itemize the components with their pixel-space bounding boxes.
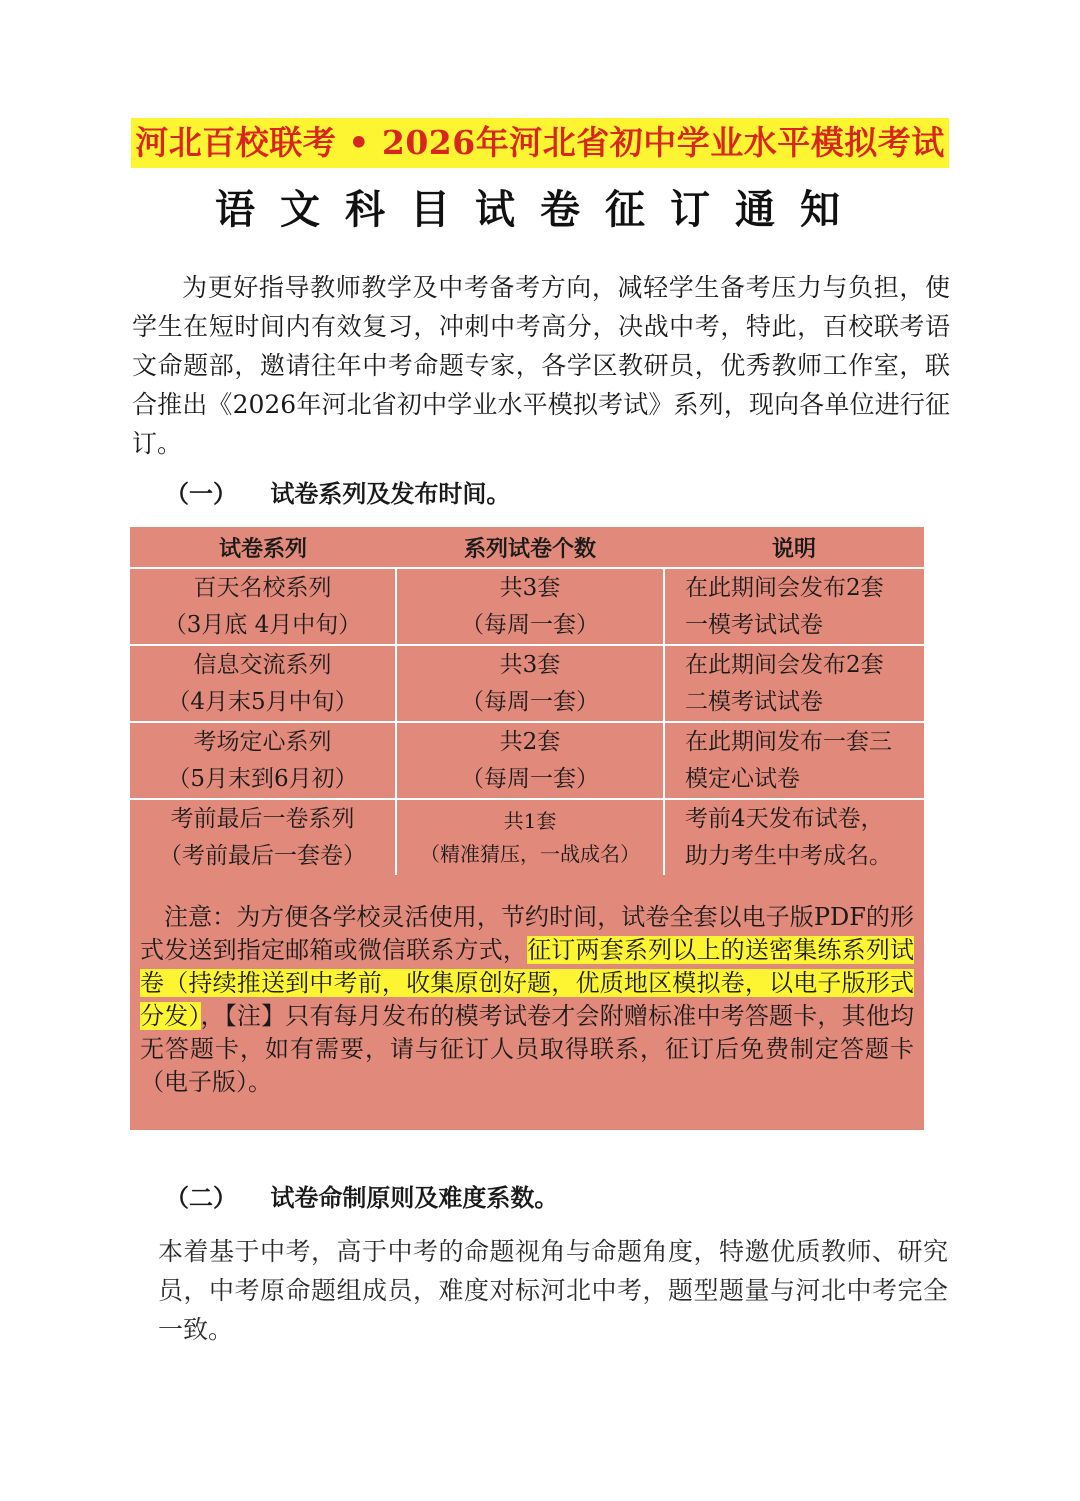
series-name: 考场定心系列 [193,728,332,755]
series-time: （3月底 4月中旬） [163,611,362,638]
intro-paragraph: 为更好指导教师教学及中考备考方向，减轻学生备考压力与负担，使学生在短时间内有效复习，冲刺中考高分，决战中考，特此，百校联考语文命题部，邀请往年中考命题专家，各学区教研员，优秀教师工作室，联合推出《2026年河北省初中学业水平模拟考试》系列，现向各单位进行征订。 [132,273,950,458]
table-row [130,799,924,875]
notice-part-1: 注意：为方便各学校灵活使用，节约时间，试卷全套以电子版PDF的形式发送到指定邮箱或微信联系方式， [140,903,914,964]
series-cell [130,568,396,645]
notice-paragraph [140,901,914,1099]
table-row [130,722,924,799]
section-2-title: 试卷命制原则及难度系数。 [270,1183,559,1212]
series-name: 信息交流系列 [193,651,332,678]
paper-count: 共1套 [503,808,557,833]
paper-frequency: （每周一套） [461,765,599,792]
paper-frequency: （每周一套） [461,688,599,715]
paper-frequency: （每周一套） [461,611,599,638]
note-cell [664,645,924,722]
section-1-number: （一） [165,479,237,508]
series-cell [130,722,396,799]
count-cell [396,568,664,645]
series-time: （4月末5月中旬） [167,688,358,715]
note-line-1: 在此期间会发布2套 [685,651,884,678]
note-cell [664,722,924,799]
count-cell [396,645,664,722]
paper-frequency: （精准猜压，一战成名） [420,841,640,866]
note-line-1: 在此期间发布一套三 [685,728,892,755]
note-line-2: 一模考试试卷 [685,611,823,638]
table-row [130,645,924,722]
note-line-2: 助力考生中考成名。 [685,842,892,869]
table-header-row [130,527,924,568]
series-cell [130,645,396,722]
note-line-2: 二模考试试卷 [685,688,823,715]
note-cell [664,799,924,875]
section-2-heading [165,1180,558,1216]
section-1-title: 试卷系列及发布时间。 [270,479,511,508]
table-header-series: 试卷系列 [130,527,396,568]
count-cell [396,799,664,875]
series-name: 考前最后一卷系列 [170,805,355,832]
notice-part-2: ，【注】只有每月发布的模考试卷才会附赠标准中考答题卡，其他均无答题卡，如有需要，请与征订人员取得联系，征订后免费制定答题卡（电子版）。 [140,1002,914,1096]
document-subtitle: 语文科目试卷征订通知 [215,187,865,233]
series-table [130,527,924,875]
series-cell [130,799,396,875]
note-line-2: 模定心试卷 [685,765,800,792]
count-cell [396,722,664,799]
series-table-block [130,527,924,1130]
title-wrap [0,118,1080,168]
section-2-paragraph: 本着基于中考，高于中考的命题视角与命题角度，特邀优质教师、研究员，中考原命题组成员，难度对标河北中考，题型题量与河北中考完全一致。 [158,1237,948,1344]
note-line-1: 在此期间会发布2套 [685,574,884,601]
paper-count: 共2套 [499,728,561,755]
section-2-number: （二） [165,1183,237,1212]
series-time: （考前最后一套卷） [159,842,366,869]
document-title: 河北百校联考 • 2026年河北省初中学业水平模拟考试 [131,118,948,168]
series-time: （5月末到6月初） [167,765,358,792]
table-header-note: 说明 [664,527,924,568]
table-header-count: 系列试卷个数 [396,527,664,568]
notice-highlight: 征订两套系列以上的送密集练系列试卷（持续推送到中考前，收集原创好题，优质地区模拟卷，以电子版形式分发） [140,936,915,1030]
note-cell [664,568,924,645]
note-line-1: 考前4天发布试卷， [685,805,884,832]
section-1-heading [165,476,510,512]
paper-count: 共3套 [499,651,561,678]
table-row [130,568,924,645]
paper-count: 共3套 [499,574,561,601]
series-name: 百天名校系列 [193,574,332,601]
